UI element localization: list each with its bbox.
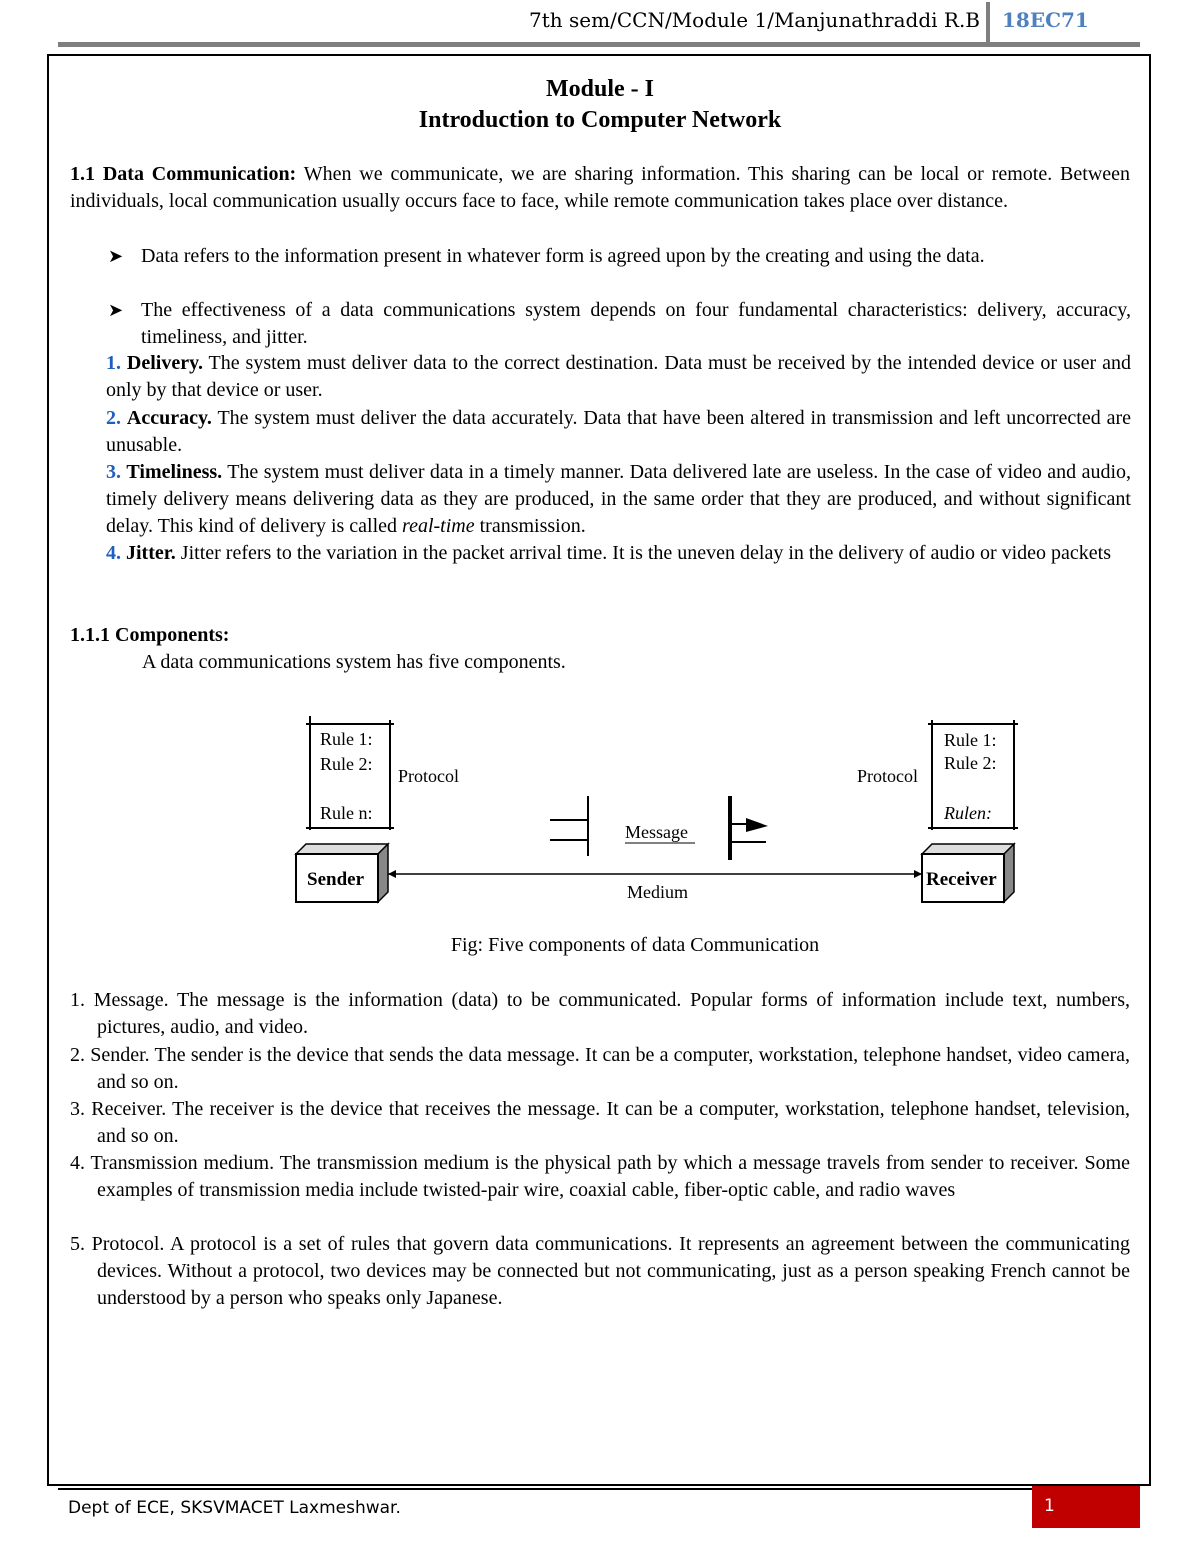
header-title: 7th sem/CCN/Module 1/Manjunathraddi R.B [529,8,980,32]
left-rule-1: Rule 1: [320,729,373,749]
header-divider [986,2,990,44]
footer-department: Dept of ECE, SKSVMACET Laxmeshwar. [68,1498,401,1518]
course-code: 18EC71 [1002,8,1089,32]
component-item: 1. Message. The message is the information (data) to be communicated. Popular forms of information include text, numbers, pictures, audio, and video. [70,989,1130,1038]
sender-label: Sender [307,869,364,890]
component-item: 4. Transmission medium. The transmission medium is the physical path by which a message travels from sender to receiver. Some examples of transmission media include twisted-pair wire, coaxial cable, fiber-optic cable, and radio waves [70,1152,1130,1201]
left-rule-2: Rule 2: [320,754,373,774]
left-protocol-label: Protocol [398,766,459,786]
right-rule-2: Rule 2: [944,753,997,773]
characteristic-term: Jitter. [126,542,176,564]
header-rule [58,42,1140,47]
item-number: 3. [106,461,121,483]
five-components-diagram [280,712,1040,918]
item-number: 4. [106,542,121,564]
section-1-1-text: When we communicate, we are sharing information. This sharing can be local or remote. Between individuals, local communication usually occurs face to face, while remote communication takes place over distance. [70,163,1131,212]
right-protocol-label: Protocol [857,766,918,786]
section-1-1-1-intro: A data communications system has five components. [142,651,566,673]
item-number: 1. [106,352,121,374]
component-item: 5. Protocol. A protocol is a set of rules that govern data communications. It represents an agreement between the communicating devices. Without a protocol, two devices may be connected but not communicating, just as a person speaking French cannot be understood by a person who speaks only Japanese. [70,1233,1130,1309]
footer-rule [58,1488,1032,1490]
arrow-bullet-icon: ➤ [108,300,124,320]
characteristic-text: transmission. [479,515,586,537]
characteristic-delivery [106,350,1131,404]
item-number: 2. [106,407,121,429]
characteristic-term: Delivery. [126,352,203,374]
message-label: Message [625,822,688,842]
section-1-1-heading: 1.1 Data Communication: [70,163,297,185]
left-rule-n: Rule n: [320,803,373,823]
message-arrow-icon [746,818,768,832]
bullet-item: Data refers to the information present in whatever form is agreed upon by the creating and using the data. [141,245,985,267]
component-item: 2. Sender. The sender is the device that sends the data message. It can be a computer, workstation, telephone handset, video camera, and so on. [70,1044,1130,1093]
right-rule-n: Rulen: [944,803,992,823]
characteristic-term: Accuracy. [126,407,212,429]
right-rule-1: Rule 1: [944,730,997,750]
page-number: 1 [1044,1496,1055,1516]
chapter-title: Introduction to Computer Network [418,107,782,133]
characteristic-text: Jitter refers to the variation in the packet arrival time. It is the uneven delay in the delivery of audio or video packets [180,542,1112,564]
bullet-item: The effectiveness of a data communications system depends on four fundamental characteristics: delivery, accuracy, timeliness, and jitter. [141,299,1131,348]
characteristic-italic-term: real-time [402,515,475,537]
characteristic-term: Timeliness. [126,461,223,483]
characteristic-timeliness [106,459,1131,540]
page-number-badge [1032,1486,1140,1528]
characteristic-text: The system must deliver data in a timely manner. Data delivered late are useless. In the case of video and audio, timely delivery means delivering data as they are produced, in the same order that they are produced, and without significant delay. This kind of delivery is called [106,461,1132,537]
section-1-1-paragraph [70,161,1130,215]
characteristic-accuracy [106,405,1131,459]
component-item: 3. Receiver. The receiver is the device that receives the message. It can be a computer, workstation, telephone handset, television, and so on. [70,1098,1130,1147]
characteristic-jitter [106,540,1131,567]
medium-label: Medium [627,882,688,902]
characteristic-text: The system must deliver data to the correct destination. Data must be received by the intended device or user and only by that device or user. [106,352,1131,401]
characteristic-text: The system must deliver the data accurately. Data that have been altered in transmission and left uncorrected are unusable. [106,407,1132,456]
receiver-label: Receiver [926,869,997,890]
arrow-bullet-icon: ➤ [108,246,124,266]
module-title: Module - I [546,76,654,102]
figure-caption: Fig: Five components of data Communication [450,934,820,956]
section-1-1-1-heading: 1.1.1 Components: [70,624,230,646]
